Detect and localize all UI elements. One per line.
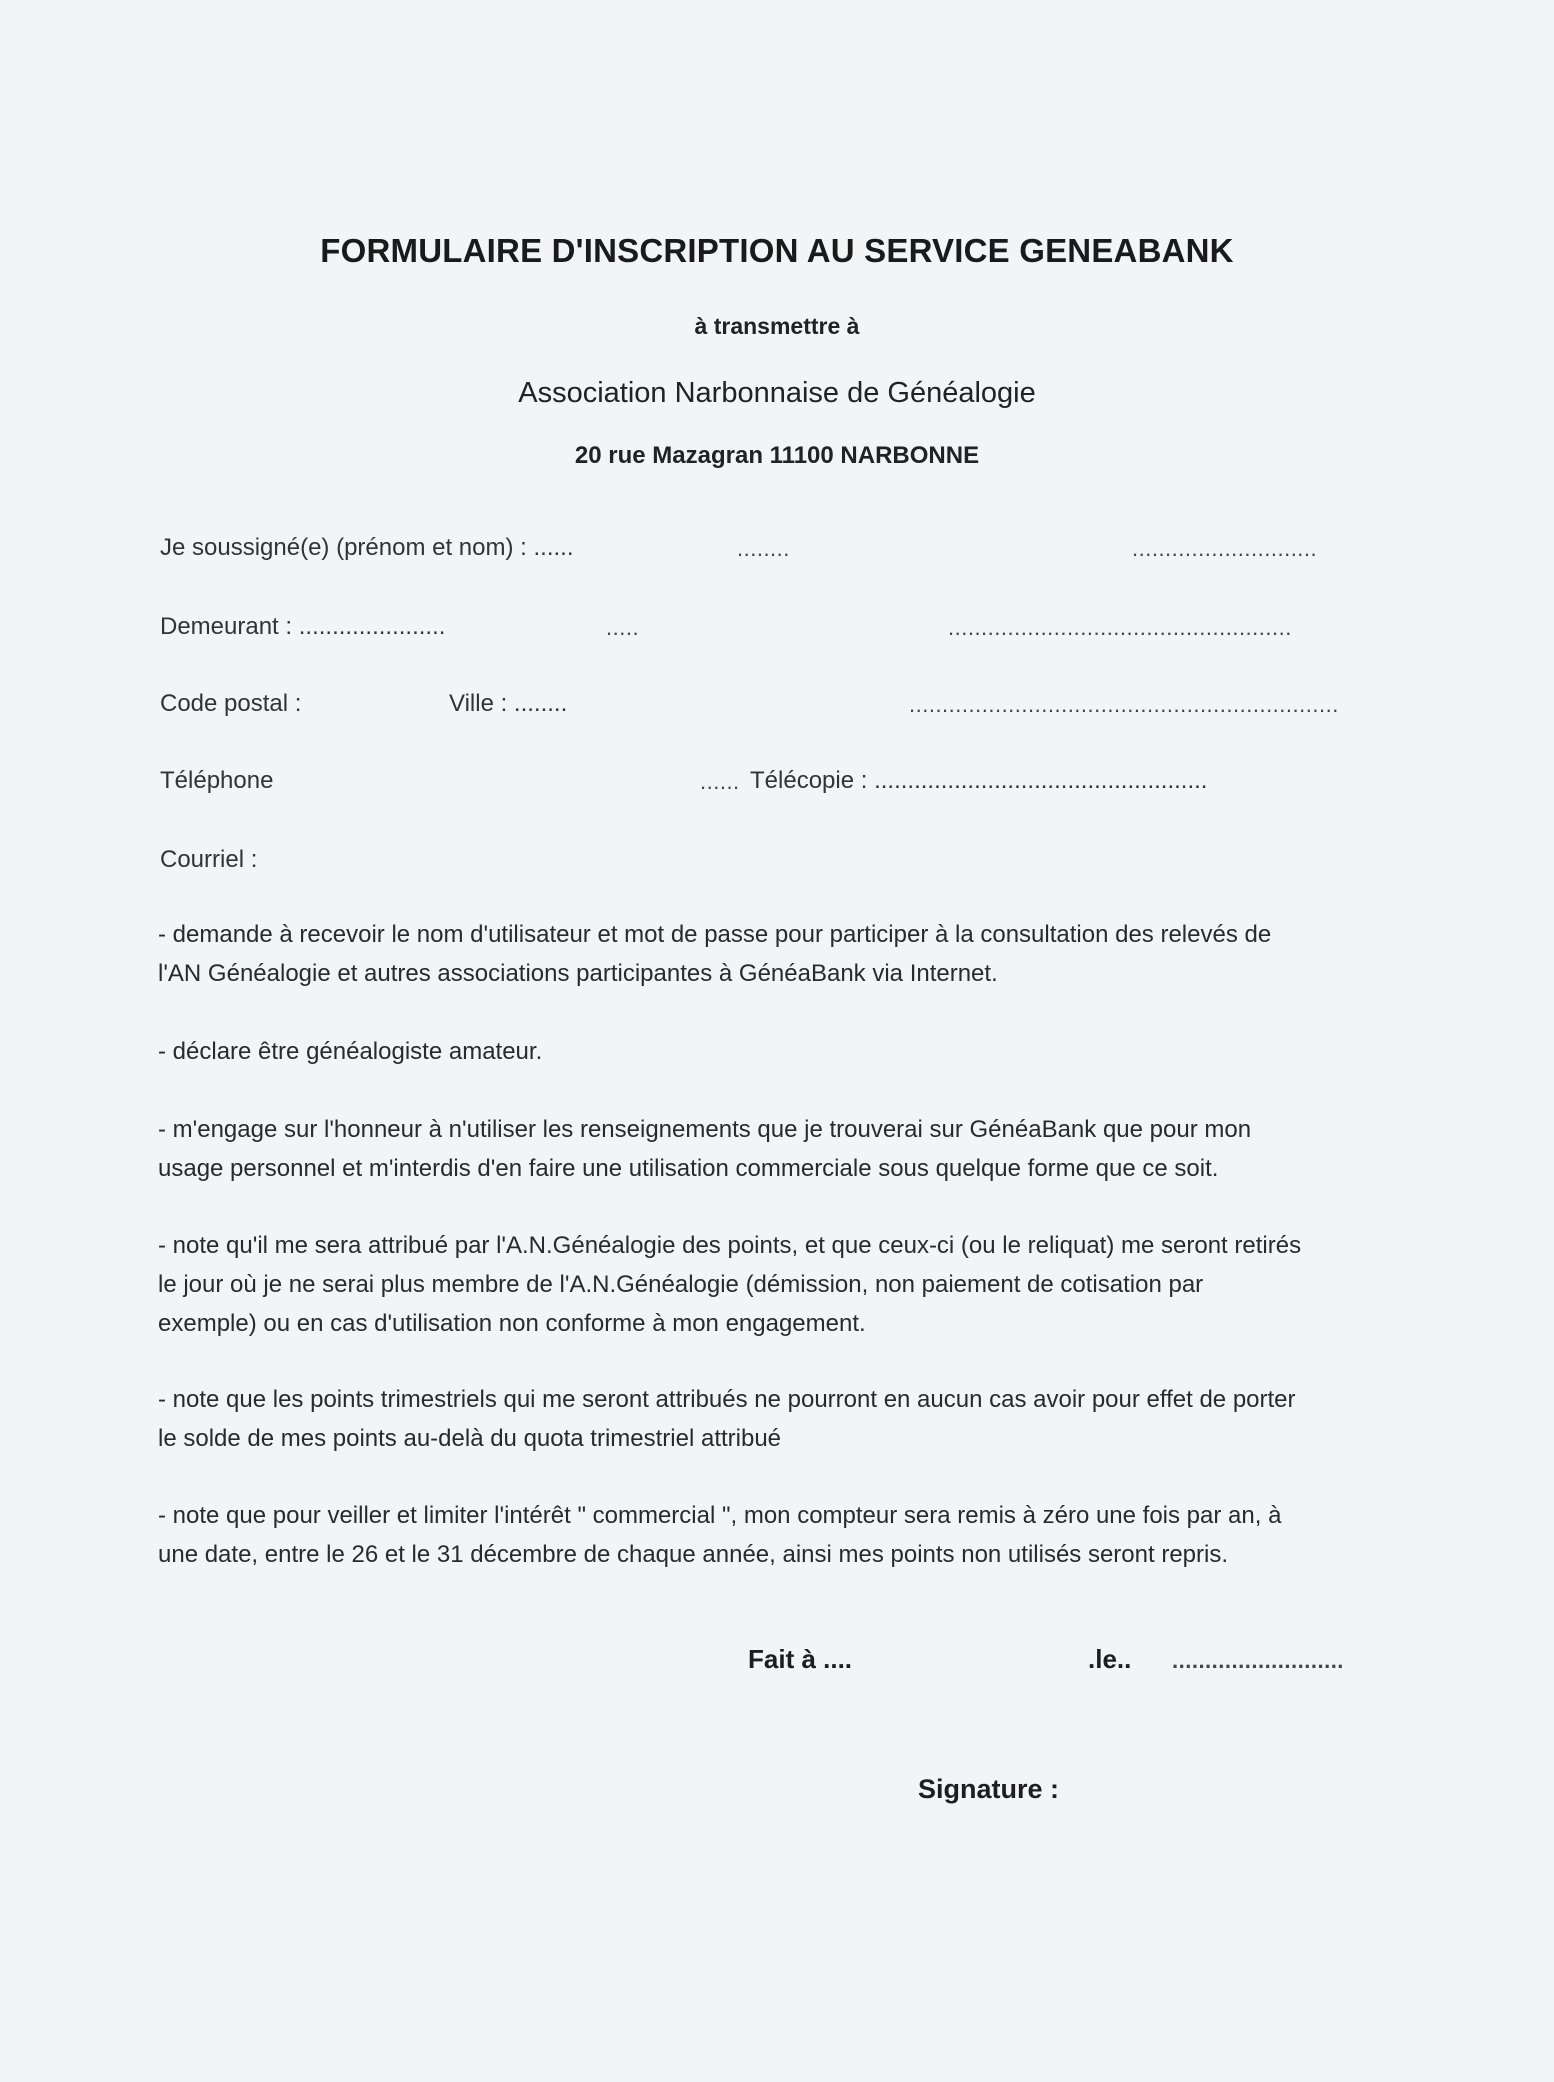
name-field-dots-2: ............................ (1132, 536, 1318, 561)
paragraph-line: - déclare être généalogiste amateur. (158, 1038, 543, 1065)
paragraph-line: usage personnel et m'interdis d'en faire une utilisation commerciale sous quelque forme que ce soit. (158, 1155, 1219, 1182)
paragraph-line: le solde de mes points au-delà du quota trimestriel attribué (158, 1425, 782, 1452)
transmit-to-label: à transmettre à (694, 313, 860, 339)
paragraph-points (158, 1226, 1398, 1343)
association-name: Association Narbonnaise de Généalogie (518, 377, 1036, 409)
address-field-dots-1: ..... (606, 615, 640, 640)
date-dots: .......................... (1172, 1648, 1344, 1673)
postal-code-label: Code postal : (160, 690, 302, 717)
paragraph-line: le jour où je ne serai plus membre de l'A.N.Généalogie (démission, non paiement de cotisation par (158, 1271, 1204, 1298)
city-field-label: Ville : ........ (449, 690, 568, 717)
paragraph-amateur (158, 1032, 1398, 1071)
paragraph-reset (158, 1496, 1398, 1574)
email-field-label: Courriel : (160, 846, 258, 873)
fax-leading-dots: ...... (700, 769, 740, 794)
paragraph-request (158, 915, 1398, 993)
signature-label: Signature : (918, 1774, 1060, 1804)
name-field-label: Je soussigné(e) (prénom et nom) : ...... (160, 534, 574, 561)
place-label: Fait à .... (748, 1644, 853, 1674)
name-field-dots-1: ........ (737, 536, 790, 561)
paragraph-quarterly (158, 1380, 1398, 1458)
association-address: 20 rue Mazagran 11100 NARBONNE (574, 442, 980, 469)
paragraph-line: - note qu'il me sera attribué par l'A.N.Généalogie des points, et que ceux-ci (ou le reliquat) me seront retirés (158, 1232, 1302, 1259)
paragraph-line: - note que pour veiller et limiter l'intérêt " commercial ", mon compteur sera remis à zéro une fois par an, à (158, 1502, 1282, 1529)
address-field-label: Demeurant : ...................... (160, 613, 446, 640)
phone-field-label: Téléphone (160, 767, 274, 794)
paragraph-line: - demande à recevoir le nom d'utilisateur et mot de passe pour participer à la consultation des relevés de (158, 921, 1272, 948)
address-field-dots-2: .................................................... (948, 615, 1292, 640)
city-field-dots: ................................................................. (909, 692, 1339, 717)
paragraph-line: exemple) ou en cas d'utilisation non conforme à mon engagement. (158, 1310, 866, 1337)
paragraph-line: une date, entre le 26 et le 31 décembre de chaque année, ainsi mes points non utilisés seront repris. (158, 1541, 1229, 1568)
fax-field-label: Télécopie : .................................................. (750, 767, 1208, 794)
page-title: FORMULAIRE D'INSCRIPTION AU SERVICE GENEABANK (320, 232, 1234, 269)
paragraph-commitment (158, 1110, 1398, 1188)
paragraph-line: l'AN Généalogie et autres associations participantes à GénéaBank via Internet. (158, 960, 998, 987)
date-label: .le.. (1088, 1644, 1132, 1674)
paragraph-line: - note que les points trimestriels qui me seront attribués ne pourront en aucun cas avoir pour effet de porter (158, 1386, 1296, 1413)
paragraph-line: - m'engage sur l'honneur à n'utiliser les renseignements que je trouverai sur GénéaBank que pour mon (158, 1116, 1252, 1143)
